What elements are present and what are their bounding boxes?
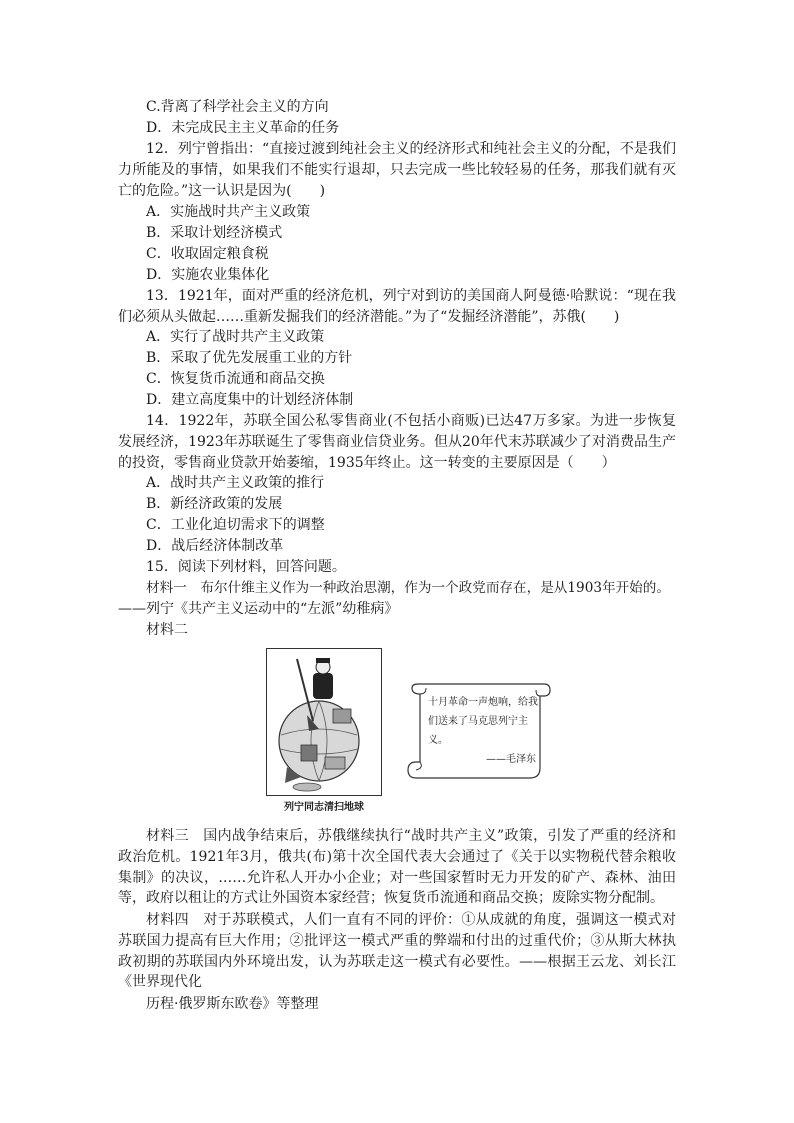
q11-option-c: C.背离了科学社会主义的方向 — [146, 99, 329, 115]
cartoon-caption: 列宁同志清扫地球 — [284, 802, 364, 813]
q12-option-b: B．采取计划经济模式 — [146, 225, 283, 241]
q13-option-c: C．恢复货币流通和商品交换 — [146, 371, 325, 387]
lenin-cartoon-image — [266, 648, 382, 796]
scroll-signature: ——毛泽东 — [486, 754, 536, 765]
q14-option-d: D．战后经济体制改革 — [146, 538, 284, 554]
q14-option-b: B．新经济政策的发展 — [146, 496, 283, 512]
q13-option-b: B．采取了优先发展重工业的方针 — [146, 350, 353, 366]
q11-option-d: D．未完成民主主义革命的任务 — [146, 120, 340, 136]
scroll-quote-text: 十月革命一声炮响，给我们送来了马克思列宁主义。 — [428, 697, 538, 746]
q12-option-a: A．实施战时共产主义政策 — [146, 204, 311, 220]
material-3: 材料三 国内战争结束后，苏俄继续执行“战时共产主义”政策，引发了严重的经济和政治危机。1921年3月，俄共(布)第十次全国代表大会通过了《关于以实物税代替余粮收集制》的决议，……允许私人开办小企业；对一些国家暂时无力开发的矿产、森林、油田等，政府以租让的方式让外国资本家经营；恢复货币流通和商品交换；废除实物分配制。 — [118, 828, 676, 907]
question-15: 15．阅读下列材料，回答问题。 — [146, 559, 346, 575]
q14-option-a: A．战时共产主义政策的推行 — [146, 475, 325, 491]
material-4-source-end: 历程·俄罗斯东欧卷》等整理 — [146, 996, 319, 1012]
material-2-label: 材料二 — [146, 622, 188, 638]
q12-option-d: D．实施农业集体化 — [146, 267, 270, 283]
material-4: 材料四 对于苏联模式，人们一直有不同的评价：①从成就的角度，强调这一模式对苏联国力提高有巨大作用；②批评这一模式严重的弊端和付出的过重代价；③从斯大林执政初期的苏联国内外环境出发，认为苏联走这一模式有必要性。——根据王云龙、刘长江《世界现代化 — [118, 912, 676, 991]
cartoon-illustration — [267, 649, 381, 795]
material-1-source: ——列宁《共产主义运动中的“左派”幼稚病》 — [118, 601, 399, 617]
q12-option-c: C．收取固定粮食税 — [146, 246, 269, 262]
q13-option-a: A．实行了战时共产主义政策 — [146, 329, 325, 345]
question-14: 14．1922年，苏联全国公私零售商业(不包括小商贩)已达47万多家。为进一步恢复发展经济，1923年苏联诞生了零售商业信贷业务。但从20年代末苏联减少了对消费品生产的投资，零售商业贷款开始萎缩，1935年终止。这一转变的主要原因是（ ） — [118, 413, 676, 471]
material-1: 材料一 布尔什维主义作为一种政治思潮，作为一个政党而存在，是从1903年开始的。 — [146, 580, 670, 596]
q14-option-c: C．工业化迫切需求下的调整 — [146, 517, 325, 533]
scroll-quote — [428, 693, 538, 769]
q13-option-d: D．建立高度集中的计划经济体制 — [146, 392, 354, 408]
question-13: 13．1921年，面对严重的经济危机，列宁对到访的美国商人阿曼德·哈默说：“现在我们必须从头做起……重新发掘我们的经济潜能。”为了“发掘经济潜能”，苏俄( ) — [118, 288, 676, 325]
question-12: 12．列宁曾指出：“直接过渡到纯社会主义的经济形式和纯社会主义的分配，不是我们力所能及的事情，如果我们不能实行退却，只去完成一些比较轻易的任务，那我们就有灭亡的危险。”这一认识是因为( ) — [118, 141, 676, 199]
